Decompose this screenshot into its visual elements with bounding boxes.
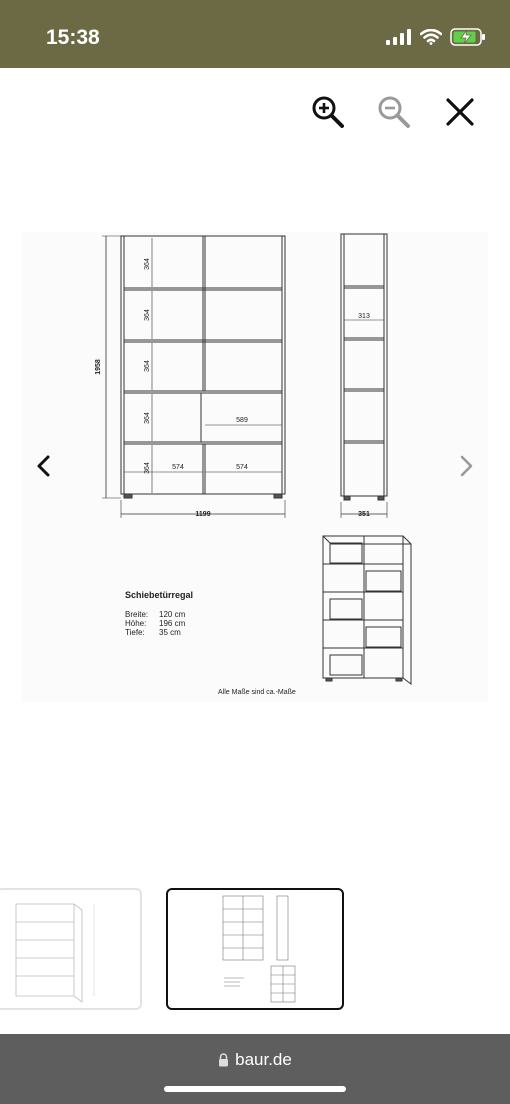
dim-shelf-label: 364 bbox=[144, 360, 151, 372]
spec-row bbox=[125, 610, 185, 619]
spec-row bbox=[125, 628, 185, 637]
dim-door-label: 589 bbox=[236, 417, 248, 424]
dim-shelf-label: 364 bbox=[144, 462, 151, 474]
domain-label: baur.de bbox=[235, 1050, 292, 1069]
chevron-right-icon bbox=[459, 454, 475, 478]
dim-shelf-label: 364 bbox=[144, 258, 151, 270]
thumbnail-2-selected[interactable] bbox=[166, 888, 344, 1010]
spec-value: 35 cm bbox=[159, 628, 181, 637]
spec-label: Breite: bbox=[125, 610, 149, 619]
thumbnail-1[interactable] bbox=[0, 888, 142, 1010]
thumbnail-strip bbox=[0, 884, 510, 1014]
spec-value: 196 cm bbox=[159, 619, 186, 628]
dim-inner-depth-label: 313 bbox=[358, 313, 370, 320]
status-time: 15:38 bbox=[46, 26, 100, 49]
dim-lower-left-label: 574 bbox=[172, 464, 184, 471]
spec-label: Tiefe: bbox=[125, 628, 145, 637]
spec-label: Höhe: bbox=[125, 619, 147, 628]
dim-shelf-label: 364 bbox=[144, 412, 151, 424]
thumbnail-shelf-image bbox=[0, 890, 142, 1010]
previous-image-button[interactable] bbox=[28, 448, 58, 484]
chevron-left-icon bbox=[35, 454, 51, 478]
spec-row bbox=[125, 619, 185, 628]
home-indicator[interactable] bbox=[164, 1086, 346, 1092]
drawing-title: Schiebetürregal bbox=[125, 590, 194, 600]
spec-value: 120 cm bbox=[159, 610, 186, 619]
thumbnail-drawing-image bbox=[168, 890, 344, 1010]
spec-list bbox=[125, 610, 185, 637]
dim-height-label: 1958 bbox=[95, 359, 102, 375]
lock-icon bbox=[218, 1053, 229, 1067]
drawing-footnote: Alle Maße sind ca.-Maße bbox=[218, 689, 296, 696]
next-image-button[interactable] bbox=[452, 448, 482, 484]
browser-address-bar bbox=[0, 1034, 510, 1104]
dim-shelf-label: 364 bbox=[144, 309, 151, 321]
dim-lower-right-label: 574 bbox=[236, 464, 248, 471]
dim-width-label: 1199 bbox=[195, 511, 211, 518]
url-display[interactable] bbox=[0, 1050, 510, 1070]
dim-depth-label: 351 bbox=[358, 511, 370, 518]
